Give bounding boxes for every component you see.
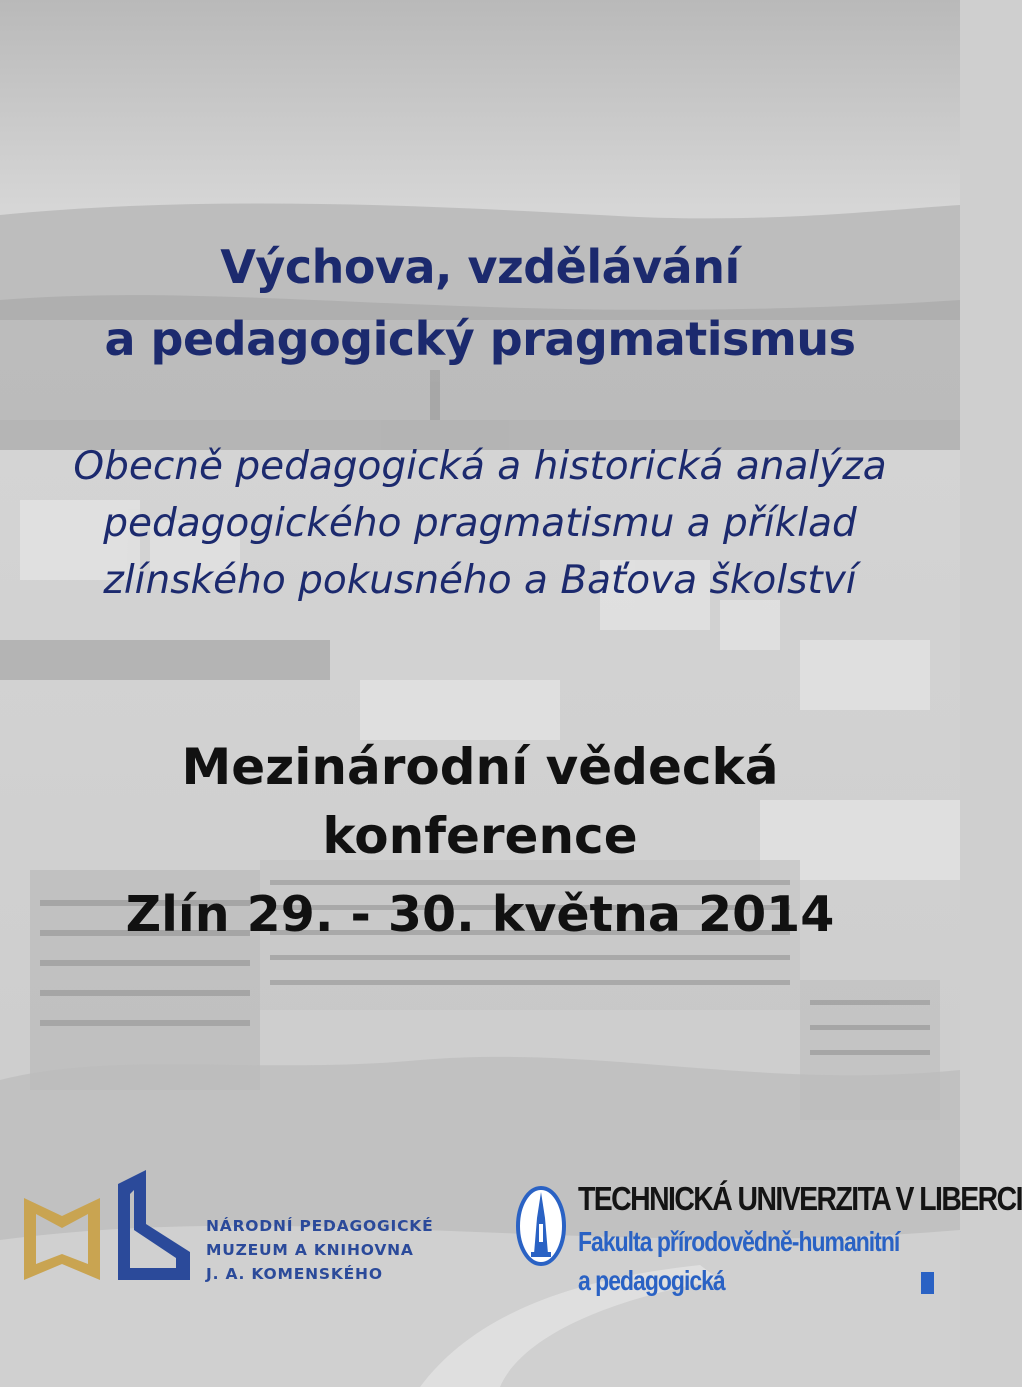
subtitle-line-1: Obecně pedagogická a historická analýza: [73, 444, 887, 489]
conference-line-2: konference: [322, 807, 638, 865]
title-line-2: a pedagogický pragmatismus: [104, 312, 856, 366]
conference-line-1: Mezinárodní vědecká: [181, 738, 779, 796]
tul-faculty-line-1: Fakulta přírodovědně-humanitní: [578, 1226, 900, 1257]
npmk-line-2: MUZEUM A KNIHOVNA: [206, 1241, 414, 1259]
tul-tower-icon: [515, 1184, 567, 1268]
subtitle-line-3: zlínského pokusného a Baťova školství: [103, 558, 857, 603]
conference-date: Zlín 29. - 30. května 2014: [125, 886, 835, 943]
tul-name: TECHNICKÁ UNIVERZITA V LIBERCI: [578, 1180, 1022, 1217]
tul-faculty-line-2: a pedagogická: [578, 1265, 725, 1296]
subtitle-line-2: pedagogického pragmatismu a příklad: [103, 501, 857, 546]
npmk-logo-text: [206, 1214, 446, 1286]
npmk-line-3: J. A. KOMENSKÉHO: [206, 1265, 383, 1283]
title-line-1: Výchova, vzdělávání: [220, 240, 740, 294]
npmk-book-icon: [24, 1198, 100, 1280]
npmk-mark-icon: [118, 1170, 190, 1280]
tul-square-icon: [921, 1272, 934, 1294]
npmk-line-1: NÁRODNÍ PEDAGOGICKÉ: [206, 1217, 434, 1235]
